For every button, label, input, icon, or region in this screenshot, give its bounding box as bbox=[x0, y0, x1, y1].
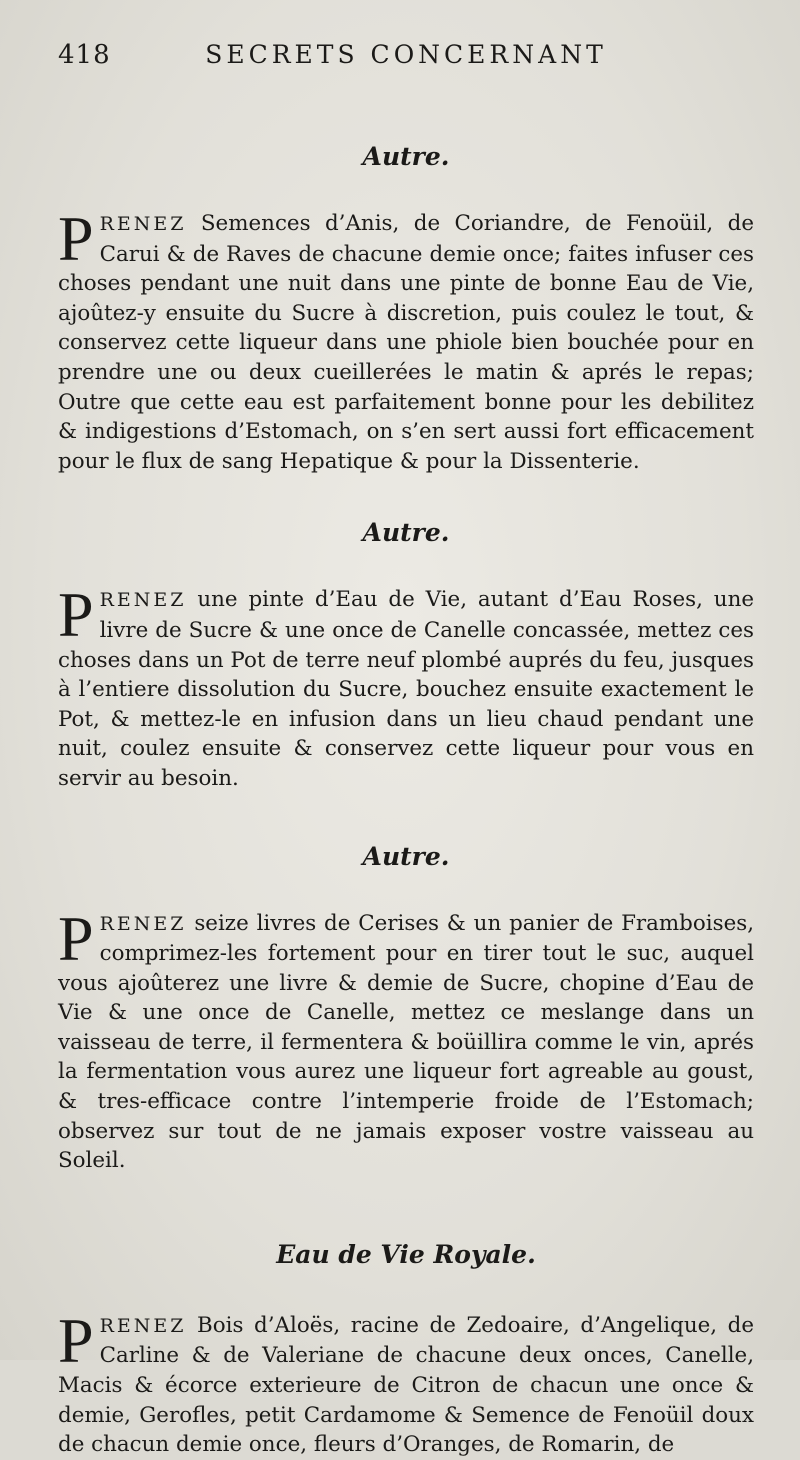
section-body bbox=[58, 579, 754, 793]
body-text: Semences d’Anis, de Coriandre, de Fenoüil, de Carui & de Raves de chacune demie once; faites infuser ces choses pendant une nuit dans une pinte de bonne Eau de Vie, ajoûtez-y ensuite du Sucre à discretion, puis coulez le tout, & conservez cette liqueur dans une phiole bien bouchée pour en prendre une ou deux cueillerées le matin & aprés le repas; Outre que cette eau est parfaitement bonne pour les debilitez & indigestions d’Estomach, on s’en sert aussi fort efficacement pour le flux de sang Hepatique & pour la Dissenterie. bbox=[58, 211, 754, 474]
section-title: Autre. bbox=[362, 142, 450, 171]
body-text: Bois d’Aloës, racine de Zedoaire, d’Angelique, de Carline & de Valeriane de chacune deux onces, Canelle, Macis & écorce exterieure de Citron de chacun une once & demie, Gerofles, petit Cardamome & Semence de Fenoüil doux de chacun demie once, fleurs d’Oranges, de Romarin, de bbox=[58, 1312, 754, 1458]
drop-cap: P bbox=[58, 1304, 94, 1376]
section-title: Eau de Vie Royale. bbox=[276, 1239, 536, 1269]
recipe-section bbox=[58, 842, 754, 1176]
section-body bbox=[58, 1304, 754, 1460]
lead-word: RENEZ bbox=[99, 912, 187, 935]
recipe-section bbox=[58, 518, 754, 793]
page-header bbox=[58, 40, 754, 82]
drop-cap: P bbox=[58, 902, 94, 974]
section-body bbox=[58, 203, 754, 476]
running-title: SECRETS CONCERNANT bbox=[205, 40, 607, 69]
recipe-section bbox=[58, 1240, 754, 1460]
body-text: seize livres de Cerises & un panier de Framboises, comprimez-les fortement pour en tirer tout le suc, auquel vous ajoûterez une livre & demie de Sucre, chopine d’Eau de Vie & une once de Canelle, mettez ce meslange dans un vaisseau de terre, il fermentera & boüillira comme le vin, aprés la fermentation vous aurez une liqueur fort agreable au goust, & tres-efficace contre l’intemperie froide de l’Estomach; observez sur tout de ne jamais exposer vostre vaisseau au Soleil. bbox=[58, 910, 754, 1174]
recipe-section bbox=[58, 142, 754, 476]
section-title: Autre. bbox=[362, 518, 450, 548]
drop-cap: P bbox=[58, 579, 94, 651]
drop-cap: P bbox=[58, 203, 94, 274]
page-number: 418 bbox=[58, 40, 111, 70]
body-text: une pinte d’Eau de Vie, autant d’Eau Roses, une livre de Sucre & une once de Canelle concassée, mettez ces choses dans un Pot de terre neuf plombé auprés du feu, jusques à l’entiere dissolution du Sucre, bouchez ensuite exactement le Pot, & mettez-le en infusion dans un lieu chaud pendant une nuit, coulez ensuite & conservez cette liqueur pour vous en servir au besoin. bbox=[58, 587, 754, 791]
lead-word: RENEZ bbox=[99, 589, 187, 612]
lead-word: RENEZ bbox=[99, 1314, 187, 1337]
section-body bbox=[58, 902, 754, 1176]
lead-word: RENEZ bbox=[99, 213, 187, 235]
section-title: Autre. bbox=[362, 841, 450, 871]
